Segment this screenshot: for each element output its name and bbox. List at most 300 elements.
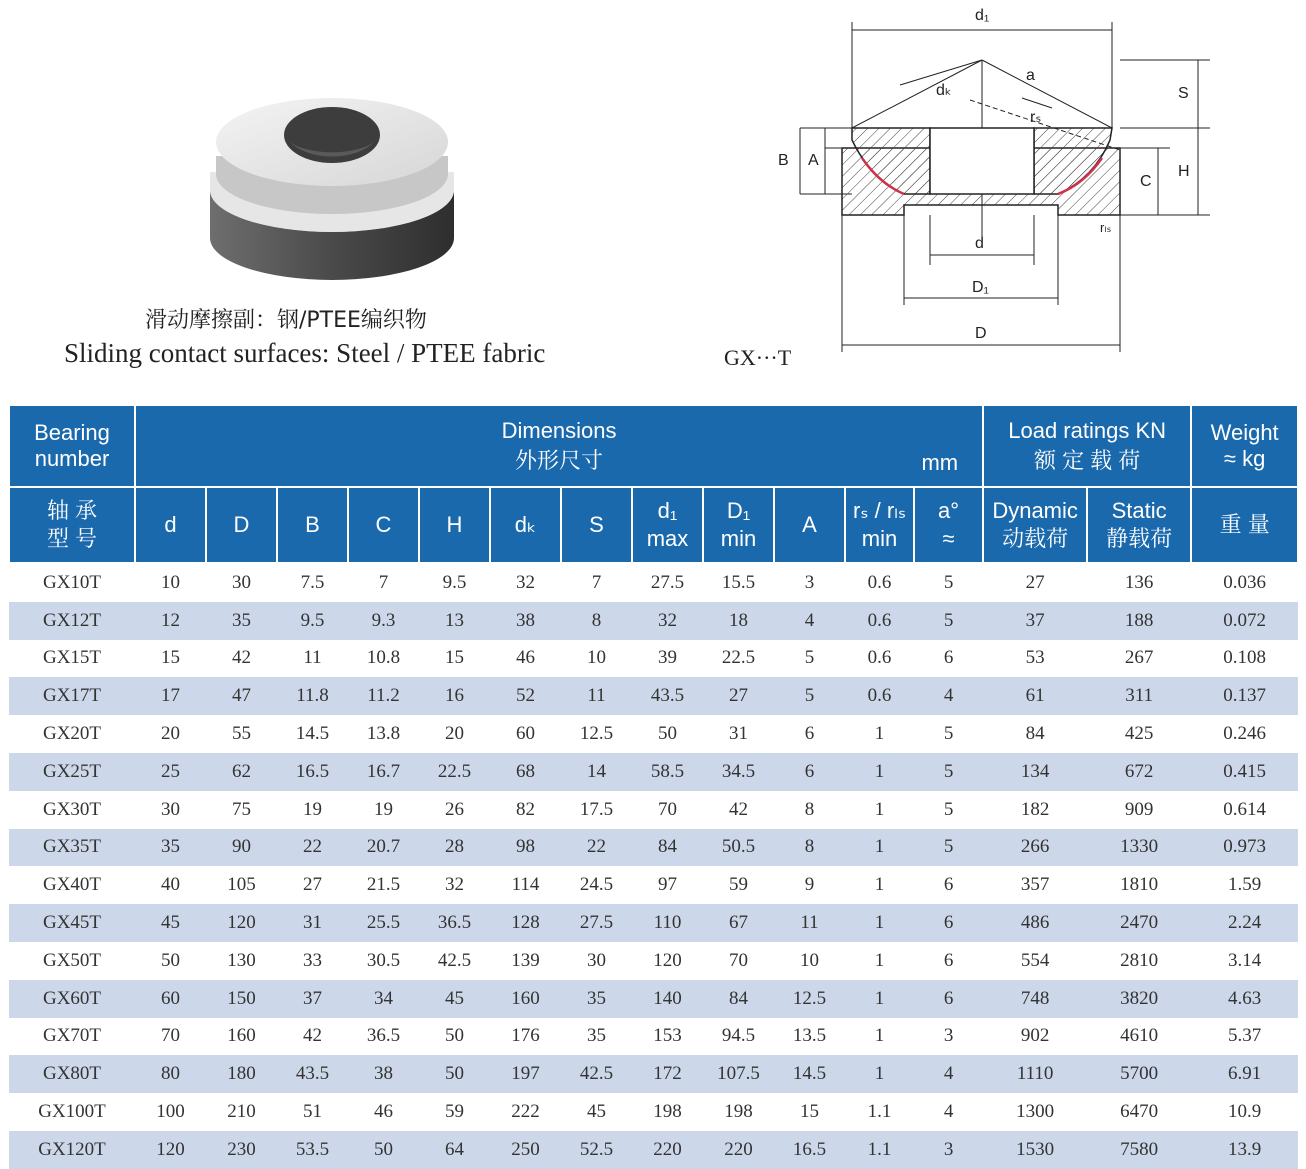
table-cell: 222 (511, 1101, 540, 1123)
table-cell: 100 (156, 1101, 185, 1123)
table-cell: 2.24 (1191, 904, 1298, 942)
table-cell-model: GX15T (42, 647, 102, 669)
table-cell: 43.5 (632, 677, 703, 715)
table-cell: 52 (490, 677, 561, 715)
table-cell-model: GX10T (42, 571, 102, 593)
table-cell: 70 (161, 1025, 180, 1047)
table-cell: 902 (1020, 1025, 1050, 1047)
table-cell: 50 (348, 1131, 419, 1169)
table-row (9, 791, 1298, 829)
col-static-line1: Static (1111, 498, 1167, 523)
table-row (9, 563, 1298, 602)
table-cell: 80 (135, 1055, 206, 1093)
table-cell: 6 (943, 874, 954, 896)
table-cell: 50 (161, 949, 180, 971)
table-cell: 53 (1025, 647, 1045, 669)
table-cell: 4 (943, 1101, 954, 1123)
table-cell: 1 (845, 829, 914, 867)
table-cell: 6470 (1120, 1101, 1159, 1123)
table-row (9, 829, 1298, 867)
table-cell: 7.5 (300, 571, 325, 593)
caption-chinese: 滑动摩擦副：钢/PTEE编织物 (145, 308, 427, 333)
table-cell: 38 (490, 602, 561, 640)
table-cell: 70 (658, 798, 677, 820)
col-a-line2: ≈ (942, 526, 955, 551)
table-cell: 425 (1124, 723, 1154, 745)
col-H: H (419, 487, 490, 563)
table-cell: 311 (1087, 677, 1191, 715)
table-cell: 1330 (1087, 829, 1191, 867)
table-cell: 8 (561, 602, 632, 640)
table-cell: 12.5 (774, 980, 845, 1018)
table-cell-model: GX60T (9, 980, 135, 1018)
table-cell: 84 (703, 980, 774, 1018)
technical-drawing (760, 0, 1240, 380)
table-cell: 140 (632, 980, 703, 1018)
table-cell-model: GX17T (9, 677, 135, 715)
table-cell: 31 (729, 723, 748, 745)
col-rs-line2: min (861, 526, 898, 551)
label-S: S (1178, 85, 1189, 102)
table-cell: 197 (490, 1055, 561, 1093)
col-S: S (561, 487, 632, 563)
table-cell: 0.973 (1191, 829, 1298, 867)
col-static (1087, 487, 1191, 563)
table-cell: 19 (374, 798, 393, 820)
table-cell: 90 (206, 829, 277, 867)
table-cell: 210 (227, 1101, 256, 1123)
table-cell: 61 (983, 677, 1087, 715)
header-load-ratings (983, 405, 1191, 487)
table-cell: 16.5 (277, 753, 348, 791)
table-cell: 266 (983, 829, 1087, 867)
table-cell: 7 (378, 571, 389, 593)
col-a (914, 487, 983, 563)
col-D1 (703, 487, 774, 563)
table-cell: 97 (658, 874, 677, 896)
table-cell: 19 (303, 798, 322, 820)
table-cell: 14 (561, 753, 632, 791)
table-cell: 32 (516, 571, 535, 593)
table-cell: 53.5 (277, 1131, 348, 1169)
table-cell: 45 (587, 1101, 606, 1123)
table-cell: 7 (591, 571, 602, 593)
table-cell: 198 (724, 1101, 753, 1123)
table-cell: 105 (227, 874, 256, 896)
table-cell: 33 (303, 949, 322, 971)
table-cell: 50 (658, 723, 677, 745)
table-cell: 13 (419, 602, 490, 640)
table-cell: 120 (653, 949, 682, 971)
table-cell: 60 (516, 723, 535, 745)
col-dk: dₖ (490, 487, 561, 563)
table-cell-model: GX120T (9, 1131, 135, 1169)
col-rs (845, 487, 914, 563)
table-cell: 43.5 (277, 1055, 348, 1093)
col-A: A (774, 487, 845, 563)
table-cell: 198 (653, 1101, 682, 1123)
table-cell: 30 (587, 949, 606, 971)
col-D1-line1: D₁ (726, 498, 751, 523)
table-cell: 5 (914, 602, 983, 640)
table-cell: 31 (277, 904, 348, 942)
table-cell: 4 (914, 1055, 983, 1093)
table-cell: 25 (135, 753, 206, 791)
table-cell: 30.5 (366, 949, 401, 971)
table-cell: 35 (561, 980, 632, 1018)
header-weight-label: Weight (1210, 420, 1279, 445)
table-cell: 27 (703, 677, 774, 715)
table-cell: 22.5 (419, 753, 490, 791)
table-cell: 5700 (1087, 1055, 1191, 1093)
table-cell: 1110 (983, 1055, 1087, 1093)
table-cell: 9.5 (277, 602, 348, 640)
table-cell: 59 (445, 1101, 464, 1123)
col-d1 (632, 487, 703, 563)
table-cell-model: GX12T (9, 602, 135, 640)
table-cell: 220 (632, 1131, 703, 1169)
table-cell: 4 (914, 677, 983, 715)
table-cell: 55 (232, 723, 251, 745)
table-cell: 42 (232, 647, 251, 669)
table-cell-model: GX70T (42, 1025, 102, 1047)
table-cell: 42 (303, 1025, 322, 1047)
table-row (9, 753, 1298, 791)
table-cell: 59 (729, 874, 748, 896)
table-cell: 36.5 (419, 904, 490, 942)
table-cell: 17.5 (579, 798, 614, 820)
table-cell: 5 (943, 723, 954, 745)
table-cell: 10 (161, 571, 180, 593)
table-cell: 13.9 (1191, 1131, 1298, 1169)
col-rs-line1: rₛ / rₗₛ (852, 498, 907, 523)
table-cell: 1.1 (845, 1131, 914, 1169)
table-row (9, 980, 1298, 1018)
table-cell: 1 (874, 1025, 885, 1047)
table-cell: 6 (914, 904, 983, 942)
table-cell: 0.036 (1223, 571, 1267, 593)
table-cell: 1530 (983, 1131, 1087, 1169)
table-cell: 75 (232, 798, 251, 820)
table-cell: 30 (232, 571, 251, 593)
table-cell-model: GX100T (38, 1101, 106, 1123)
table-cell: 1 (874, 874, 885, 896)
table-cell: 5 (914, 753, 983, 791)
header-dimensions-en: Dimensions (501, 417, 617, 443)
label-C: C (1140, 173, 1152, 190)
header-unit: mm (921, 450, 959, 475)
table-cell: 5 (804, 647, 815, 669)
table-cell-model: GX30T (42, 798, 102, 820)
table-cell-model: GX25T (9, 753, 135, 791)
table-cell: 160 (227, 1025, 256, 1047)
table-cell: 0.6 (845, 677, 914, 715)
label-D1: D₁ (972, 279, 989, 296)
table-cell: 3820 (1087, 980, 1191, 1018)
bearing-product-image (200, 90, 470, 290)
table-cell: 486 (983, 904, 1087, 942)
table-cell: 68 (490, 753, 561, 791)
table-cell: 14.5 (774, 1055, 845, 1093)
table-cell: 1 (874, 723, 885, 745)
table-cell: 22 (561, 829, 632, 867)
table-row (9, 942, 1298, 980)
table-cell: 35 (135, 829, 206, 867)
table-cell: 35 (587, 1025, 606, 1047)
table-cell: 60 (135, 980, 206, 1018)
table-cell: 6.91 (1191, 1055, 1298, 1093)
table-cell: 27 (303, 874, 322, 896)
table-cell: 0.246 (1223, 723, 1267, 745)
label-d: d (975, 235, 984, 252)
col-B: B (277, 487, 348, 563)
table-cell: 110 (632, 904, 703, 942)
table-cell: 120 (135, 1131, 206, 1169)
table-cell: 230 (206, 1131, 277, 1169)
table-cell: 82 (516, 798, 535, 820)
table-cell: 8 (774, 829, 845, 867)
col-dynamic-line1: Dynamic (992, 498, 1078, 523)
table-cell: 172 (632, 1055, 703, 1093)
table-cell: 51 (303, 1101, 322, 1123)
table-row (9, 866, 1298, 904)
table-cell: 5 (914, 829, 983, 867)
table-cell: 15 (445, 647, 464, 669)
table-cell-model: GX20T (42, 723, 102, 745)
table-cell: 35 (206, 602, 277, 640)
table-cell: 5 (943, 571, 954, 593)
table-cell: 9.3 (348, 602, 419, 640)
table-cell: 909 (1124, 798, 1154, 820)
label-A: A (808, 152, 819, 169)
col-weight: 重 量 (1191, 487, 1298, 563)
table-cell: 10.8 (366, 647, 401, 669)
table-cell: 6 (943, 949, 954, 971)
table-cell-model: GX40T (42, 874, 102, 896)
table-cell: 0.6 (867, 647, 892, 669)
table-cell: 188 (1087, 602, 1191, 640)
caption-english: Sliding contact surfaces: Steel / PTEE fabric (64, 338, 546, 368)
table-cell: 27 (1025, 571, 1045, 593)
table-cell: 25.5 (348, 904, 419, 942)
table-cell: 2810 (1120, 949, 1159, 971)
col-d: d (135, 487, 206, 563)
table-cell: 62 (206, 753, 277, 791)
table-cell-model: GX45T (9, 904, 135, 942)
table-cell: 5.37 (1228, 1025, 1262, 1047)
table-cell-model: GX35T (9, 829, 135, 867)
table-cell: 70 (729, 949, 748, 971)
table-cell: 250 (490, 1131, 561, 1169)
table-cell: 10.9 (1228, 1101, 1262, 1123)
col-D: D (206, 487, 277, 563)
table-cell: 128 (490, 904, 561, 942)
table-cell: 7580 (1087, 1131, 1191, 1169)
table-cell: 42.5 (437, 949, 472, 971)
table-cell: 28 (419, 829, 490, 867)
table-cell: 180 (206, 1055, 277, 1093)
table-cell: 39 (658, 647, 677, 669)
table-cell: 139 (511, 949, 540, 971)
table-cell: 0.415 (1191, 753, 1298, 791)
table-cell: 267 (1124, 647, 1154, 669)
table-cell: 1 (845, 980, 914, 1018)
table-cell: 5 (774, 677, 845, 715)
table-row (9, 602, 1298, 640)
table-cell: 130 (227, 949, 256, 971)
table-cell: 20 (161, 723, 180, 745)
table-cell: 42 (729, 798, 748, 820)
header-bearing-number: Bearing number (9, 405, 135, 487)
header-dimensions (135, 405, 983, 487)
table-cell-model: GX50T (42, 949, 102, 971)
table-cell: 153 (653, 1025, 682, 1047)
table-cell: 46 (516, 647, 535, 669)
col-D1-line2: min (720, 526, 757, 551)
table-cell: 12 (135, 602, 206, 640)
table-cell: 34.5 (703, 753, 774, 791)
table-cell: 4 (774, 602, 845, 640)
table-cell: 17 (135, 677, 206, 715)
table-cell: 13.5 (792, 1025, 827, 1047)
table-cell: 22 (277, 829, 348, 867)
table-cell: 136 (1124, 571, 1154, 593)
table-cell: 0.6 (867, 571, 892, 593)
table-cell: 22.5 (721, 647, 756, 669)
table-cell: 16.7 (348, 753, 419, 791)
table-cell: 2470 (1087, 904, 1191, 942)
table-cell: 0.614 (1223, 798, 1267, 820)
table-cell: 24.5 (579, 874, 614, 896)
table-cell: 20.7 (348, 829, 419, 867)
table-cell: 50 (445, 1025, 464, 1047)
table-cell: 4.63 (1191, 980, 1298, 1018)
table-cell: 46 (374, 1101, 393, 1123)
header-load-cn: 额 定 载 荷 (1033, 447, 1141, 473)
table-cell: 4610 (1120, 1025, 1159, 1047)
label-rls: rₗₛ (1100, 220, 1112, 235)
table-cell: 114 (511, 874, 540, 896)
table-cell: 42.5 (561, 1055, 632, 1093)
col-model-line1: 轴 承 (46, 498, 98, 523)
table-row (9, 1018, 1298, 1056)
table-cell: 748 (983, 980, 1087, 1018)
table-cell: 9.5 (442, 571, 467, 593)
table-cell: 1 (874, 798, 885, 820)
table-cell: 84 (632, 829, 703, 867)
table-cell: 160 (490, 980, 561, 1018)
table-cell: 32 (632, 602, 703, 640)
label-B: B (778, 152, 789, 169)
table-row (9, 677, 1298, 715)
table-cell: 3 (943, 1025, 954, 1047)
header-weight-unit: ≈ kg (1223, 446, 1266, 471)
table-cell: 38 (348, 1055, 419, 1093)
header-load-en: Load ratings KN (1008, 417, 1167, 443)
table-cell: 11.2 (348, 677, 419, 715)
table-cell: 182 (1020, 798, 1050, 820)
table-cell: 3.14 (1228, 949, 1262, 971)
table-cell: 10 (587, 647, 606, 669)
table-cell: 13.8 (366, 723, 401, 745)
col-model-line2: 型 号 (46, 526, 98, 551)
table-row (9, 904, 1298, 942)
table-cell: 67 (703, 904, 774, 942)
col-static-line2: 静载荷 (1106, 526, 1173, 551)
table-cell: 1810 (1120, 874, 1159, 896)
table-cell: 0.137 (1191, 677, 1298, 715)
table-row (9, 1131, 1298, 1169)
table-cell: 1 (845, 1055, 914, 1093)
table-row (9, 640, 1298, 678)
col-C: C (348, 487, 419, 563)
table-cell: 36.5 (366, 1025, 401, 1047)
table-cell: 27.5 (650, 571, 685, 593)
table-cell: 357 (1020, 874, 1050, 896)
table-cell: 15 (800, 1101, 819, 1123)
table-cell: 34 (348, 980, 419, 1018)
table-cell: 50 (419, 1055, 490, 1093)
table-cell: 1300 (1016, 1101, 1055, 1123)
table-cell: 0.108 (1223, 647, 1267, 669)
header-weight (1191, 405, 1298, 487)
table-cell: 6 (914, 980, 983, 1018)
table-row (9, 715, 1298, 753)
table-cell: 45 (419, 980, 490, 1018)
label-dk: dₖ (936, 82, 952, 99)
table-cell: 27.5 (561, 904, 632, 942)
col-a-line1: a° (938, 498, 960, 523)
model-series-label: GX···T (724, 345, 792, 370)
table-cell-model: GX80T (9, 1055, 135, 1093)
table-cell: 94.5 (721, 1025, 756, 1047)
col-d1-line2: max (646, 526, 689, 551)
label-rs: rₛ (1030, 109, 1042, 126)
table-cell: 37 (983, 602, 1087, 640)
table-cell: 1 (845, 753, 914, 791)
table-cell: 20 (445, 723, 464, 745)
table-cell: 9 (804, 874, 815, 896)
table-cell: 220 (703, 1131, 774, 1169)
product-header (0, 0, 1306, 400)
table-cell: 11.8 (277, 677, 348, 715)
col-model (9, 487, 135, 563)
table-cell: 1 (845, 904, 914, 942)
table-cell: 58.5 (632, 753, 703, 791)
table-cell: 32 (445, 874, 464, 896)
table-cell: 1.59 (1228, 874, 1262, 896)
table-cell: 14.5 (295, 723, 330, 745)
label-H: H (1178, 163, 1190, 180)
table-cell: 30 (161, 798, 180, 820)
col-dynamic (983, 487, 1087, 563)
table-cell: 5 (943, 798, 954, 820)
table-cell: 98 (490, 829, 561, 867)
specification-table (8, 404, 1299, 1169)
table-cell: 64 (419, 1131, 490, 1169)
table-cell: 554 (1020, 949, 1050, 971)
table-cell: 107.5 (703, 1055, 774, 1093)
table-cell: 11 (303, 647, 322, 669)
table-cell: 10 (800, 949, 819, 971)
table-cell: 15 (161, 647, 180, 669)
table-cell: 21.5 (366, 874, 401, 896)
specification-rows (9, 563, 1298, 1169)
table-cell: 176 (511, 1025, 540, 1047)
table-cell: 134 (983, 753, 1087, 791)
table-cell: 150 (206, 980, 277, 1018)
table-cell: 84 (1025, 723, 1045, 745)
